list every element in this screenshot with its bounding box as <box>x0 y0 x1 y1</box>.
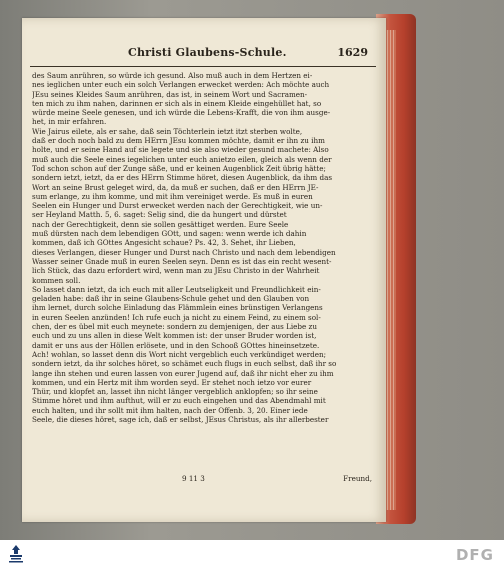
running-title: Christi Glaubens-Schule. <box>128 46 287 59</box>
viewer-footer <box>0 540 504 568</box>
text-line: lich Stück, das dazu erfordert wird, wenn man zu JEsu Christo in der Wahrheit <box>32 266 320 276</box>
header-rule <box>30 66 376 67</box>
text-line: sondern ietzt, da ihr solches höret, so schämet euch flugs in euch selbst, daß ihr so <box>32 359 337 369</box>
text-line: ser Heyland Matth. 5, 6. saget: Selig sind, die da hungert und dürstet <box>32 210 287 220</box>
text-line: geladen habe: daß ihr in seine Glaubens-Schule gehet und den Glauben von <box>32 294 310 304</box>
text-line: würde meine Seele genesen, und ich würde die Lebens-Krafft, die von ihm ausge- <box>32 108 331 118</box>
text-line: muß auch die Seele eines iegelichen unter euch anietzo eilen, gleich als wenn der <box>32 154 332 164</box>
text-line: nes ieglichen unter euch ein solch Verlangen erwecket werden: Ach möchte auch <box>32 80 330 90</box>
text-line: sum erlange, zu ihm komme, und mit ihm vereiniget werde. Es muß in euren <box>32 191 313 201</box>
slub-logo-icon <box>4 542 28 566</box>
text-line: Tod schon schon auf der Zunge säße, und er keinen Augenblick Zeit übrig hätte; <box>32 163 326 173</box>
text-line: euch halten, und ihr sollt mit ihm halten, nach der Offenb. 3, 20. Einer iede <box>32 405 308 415</box>
text-line: JEsu seines Kleides Saum anrühren, das ist, in seinem Wort und Sacramen- <box>32 89 308 99</box>
text-line: des Saum anrühren, so würde ich gesund. Also muß auch in dem Hertzen ei- <box>32 71 313 80</box>
text-line: kommen, und ein Hertz mit ihm worden seyd. Er stehet noch ietzo vor eurer <box>32 377 312 387</box>
text-line: in euren Seelen anzünden! Ich rufe euch ja nicht zu einem Feind, zu einem sol- <box>32 312 321 322</box>
text-line: Wie Jairus eilete, als er sahe, daß sein Töchterlein ietzt itzt sterben wolte, <box>32 126 303 136</box>
text-line: Thür, und klopfet an, lasset ihn nicht länger vergeblich anklopfen; so ihr seine <box>32 387 318 397</box>
text-line: Seelen ein Hunger und Durst erwecket werden nach der Gerechtigkeit, wie un- <box>32 201 323 211</box>
text-line: daß er doch noch bald zu dem HErrn JEsu kommen möchte, damit er ihn zu ihm <box>32 136 325 146</box>
text-line: muß dürsten nach dem lebendigen GOtt, und sagen: wenn werde ich dahin <box>32 229 307 239</box>
text-line: sondern ietzt, ietzt, da er des HErrn Stimme höret, diesen Augenblick, da ihm das <box>32 173 333 183</box>
text-line: dieses Verlangen, dieser Hunger und Durst nach Christo und nach dem lebendigen <box>32 247 336 257</box>
text-line: kommen, daß ich GOttes Angesicht schaue? Ps. 42, 3. Sehet, ihr Lieben, <box>32 238 296 248</box>
text-line: damit er uns aus der Höllen erlösete, und in den Schooß GOttes hineinsetzete. <box>32 340 320 350</box>
catchword: Freund, <box>343 474 372 483</box>
text-line: ten mich zu ihm nahen, darinnen er sich als in einem Kleide eingehüllet hat, so <box>32 98 322 108</box>
text-line: Stimme höret und ihm aufthut, will er zu euch eingehen und das Abendmahl mit <box>32 396 326 406</box>
page-header <box>32 46 372 64</box>
book-page <box>22 18 386 522</box>
catchline <box>32 474 376 484</box>
text-line: kommen soll. <box>32 275 81 285</box>
text-line: nach der Gerechtigkeit, denn sie sollen gesättiget werden. Eure Seele <box>32 219 289 229</box>
text-line: euch und zu uns allen in diese Welt kommen ist: der unser Bruder worden ist, <box>32 331 317 341</box>
text-line: Wort an seine Brust geleget wird, da, da muß er suchen, daß er den HErrn JE- <box>32 182 319 192</box>
body-text <box>32 71 376 424</box>
text-line: het, in mir erfahren. <box>32 117 107 127</box>
text-line: Seele, die dieses höret, sage ich, daß er selbst, JEsus Christus, als ihr allerbester <box>32 414 329 424</box>
text-line: ihm lernet, durch solche Einladung das Flämmlein eines brünstigen Verlangens <box>32 303 323 313</box>
signature-mark: 9 11 3 <box>182 474 205 483</box>
text-line: So lasset dann ietzt, da ich euch mit aller Leutseligkeit und Freundlichkeit ein- <box>32 284 321 294</box>
text-line: Ach! wohlan, so lasset denn dis Wort nicht vergeblich euch verkündiget werden; <box>32 349 327 359</box>
text-line: chen, der es übel mit euch meynete: sondern zu demjenigen, der aus Liebe zu <box>32 322 317 332</box>
page-number: 1629 <box>337 46 368 59</box>
text-line: Wasser seiner Gnade muß in euren Seelen seyn. Denn es ist das ein recht wesent- <box>32 256 332 266</box>
text-line: holte, und er seine Hand auf sie legete und sie also wieder gesund machete: Also <box>32 145 329 155</box>
text-line: lange ihn stehen und euren lassen von eurer Jugend auf, daß ihr nicht eher zu ihm <box>32 368 334 378</box>
dfg-logo: DFG <box>455 546 494 564</box>
